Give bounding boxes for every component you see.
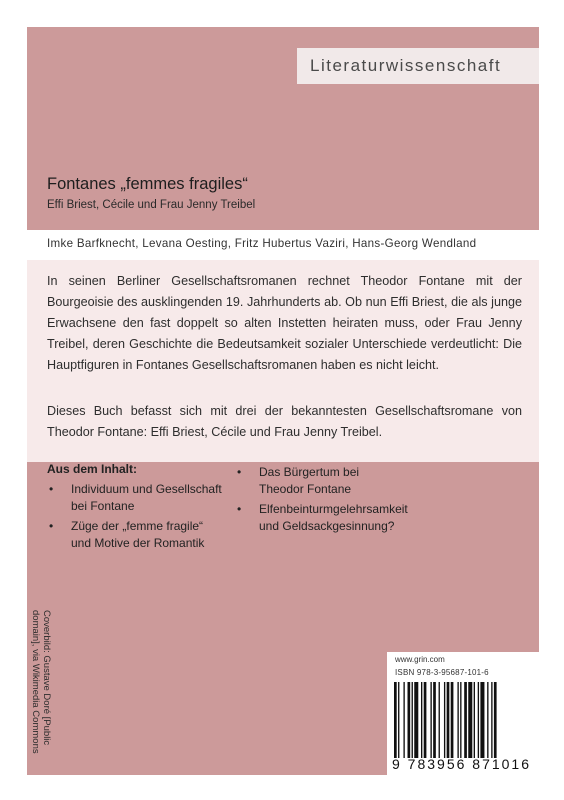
- bullet-icon: •: [237, 465, 242, 479]
- publisher-block: [387, 652, 539, 775]
- description-paragraph-2: Dieses Buch befasst sich mit drei der bekanntesten Gesellschaftsromane von Theodor Fontane: Effi Briest, Cécile und Frau Jenny Treibel.: [47, 404, 522, 439]
- isbn-text: ISBN 978-3-95687-101-6: [395, 668, 489, 677]
- list-item: • Züge der „femme fragile“ und Motive der Romantik: [49, 519, 205, 550]
- description-paragraph-1: In seinen Berliner Gesellschaftsromanen rechnet Theodor Fontane mit der Bourgeoisie des ausklingenden 19. Jahrhunderts ab. Ob nun Effi Briest, die als junge Erwachsene den fast doppelt so alten Instetten heiraten muss, oder Frau Jenny Treibel, deren Geschichte die Bedeutsamkeit sozialer Unterschiede verdeutlicht: Die Hauptfiguren in Fontanes Gesellschaftsromanen haben es nicht leicht.: [47, 274, 522, 372]
- authors: Imke Barfknecht, Levana Oesting, Fritz Hubertus Vaziri, Hans-Georg Wendland: [47, 237, 477, 250]
- book-subtitle: Effi Briest, Cécile und Frau Jenny Treibel: [47, 199, 256, 211]
- bullet-icon: •: [237, 502, 242, 516]
- contents-list-left: [47, 481, 222, 555]
- series-tag: Literaturwissenschaft: [297, 48, 539, 84]
- publisher-url: www.grin.com: [395, 655, 445, 664]
- cover-image-credit: Coverbild: Gustave Doré [Public domain], via Wikimedia Commons: [30, 610, 52, 754]
- barcode-icon: [392, 682, 532, 758]
- book-title: Fontanes „femmes fragiles“: [47, 175, 248, 193]
- list-item: • Individuum und Gesellschaft bei Fontane: [49, 482, 222, 513]
- contents-heading: Aus dem Inhalt:: [47, 462, 138, 476]
- contents-list-right: [235, 464, 408, 538]
- bullet-icon: •: [49, 519, 54, 533]
- barcode-number: 9 783956 871016: [392, 756, 531, 772]
- list-item: • Das Bürgertum bei Theodor Fontane: [237, 465, 360, 496]
- list-item: • Elfenbeinturmgelehrsamkeit und Geldsackgesinnung?: [237, 502, 408, 533]
- book-back-cover: [27, 27, 539, 775]
- bullet-icon: •: [49, 482, 54, 496]
